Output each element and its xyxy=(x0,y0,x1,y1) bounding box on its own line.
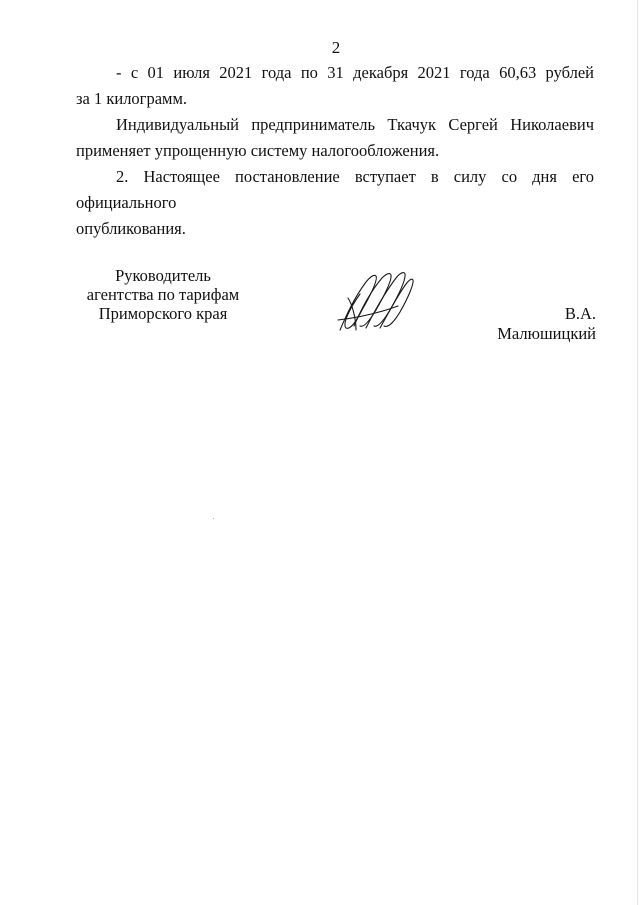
page-number: 2 xyxy=(331,38,341,57)
paragraph-line: применяет упрощенную систему налогообложения. xyxy=(76,141,440,160)
paragraph-line: Индивидуальный предприниматель Ткачук Сергей Николаевич xyxy=(116,115,594,134)
paragraph-line: опубликования. xyxy=(76,219,186,238)
handwritten-signature xyxy=(336,268,416,334)
paragraph-line: - с 01 июля 2021 года по 31 декабря 2021 года 60,63 рублей xyxy=(116,63,594,82)
paragraph-tariff-period xyxy=(76,60,594,112)
signatory-name: В.А. Малюшицкий xyxy=(497,304,596,343)
scan-speck xyxy=(213,518,214,519)
paragraph-effective-date xyxy=(76,164,594,242)
paragraph-line: 2. Настоящее постановление вступает в силу со дня его официального xyxy=(76,167,594,212)
paragraph-line: за 1 килограмм. xyxy=(76,89,188,108)
signatory-position-line: Руководитель xyxy=(115,266,211,285)
signatory-position xyxy=(66,266,260,323)
signatory-position-line: Приморского края xyxy=(98,304,228,323)
paragraph-entrepreneur xyxy=(76,112,594,164)
scan-edge xyxy=(637,0,638,905)
signatory-position-line: агентства по тарифам xyxy=(86,285,240,304)
